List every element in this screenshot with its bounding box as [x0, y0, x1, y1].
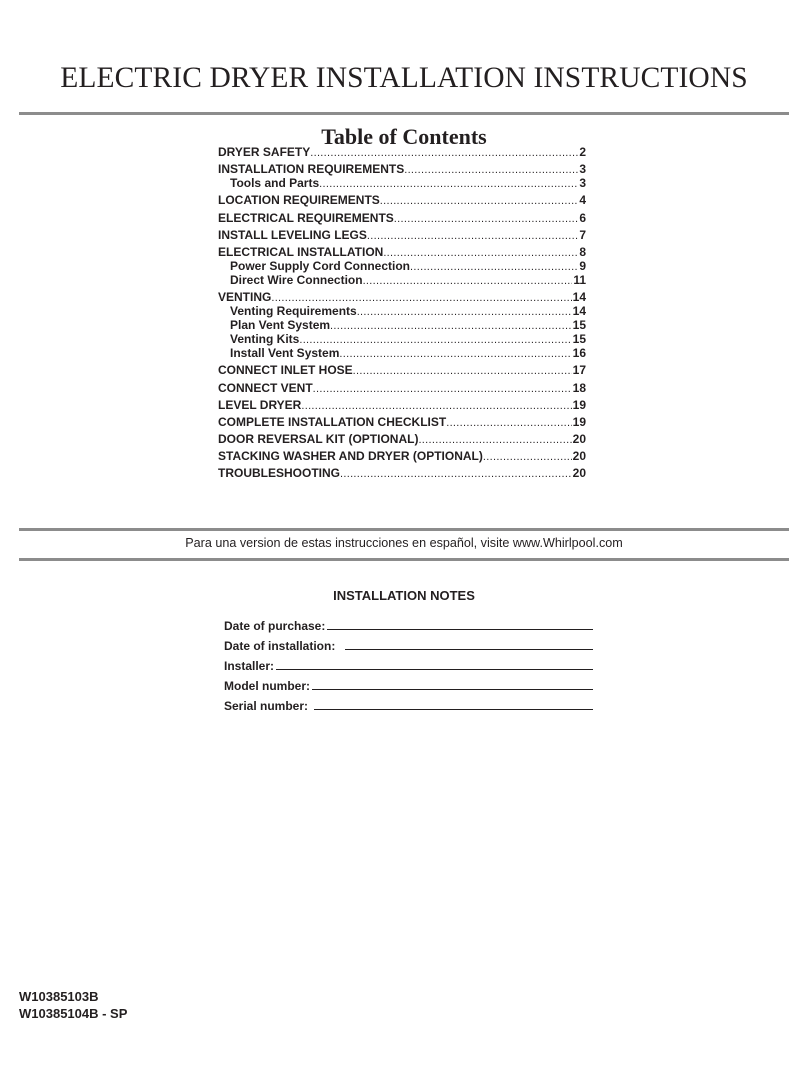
- table-of-contents: [218, 145, 586, 480]
- toc-entry-direct-wire-connection[interactable]: [218, 273, 586, 287]
- toc-entry-page: 8: [579, 244, 586, 259]
- toc-entry-power-supply-cord-connection[interactable]: [218, 259, 586, 273]
- fill-in-line[interactable]: [276, 669, 593, 670]
- toc-entry-label: Install Vent System: [230, 346, 340, 361]
- toc-entry-connect-inlet-hose[interactable]: [218, 363, 586, 377]
- middle-divider-bottom: [19, 558, 789, 561]
- toc-dot-leader: [363, 274, 573, 288]
- toc-entry-install-vent-system[interactable]: [218, 346, 586, 360]
- toc-dot-leader: [299, 333, 571, 347]
- toc-entry-level-dryer[interactable]: [218, 398, 586, 412]
- toc-dot-leader: [271, 291, 571, 305]
- field-label: Date of installation:: [224, 639, 336, 653]
- toc-entry-page: 20: [572, 466, 586, 481]
- toc-entry-label: CONNECT VENT: [218, 380, 313, 395]
- toc-entry-label: LEVEL DRYER: [218, 397, 302, 412]
- toc-entry-label: Power Supply Cord Connection: [230, 258, 411, 273]
- toc-entry-page: 3: [579, 162, 586, 177]
- toc-entry-page: 14: [572, 290, 586, 305]
- toc-dot-leader: [394, 212, 579, 226]
- toc-entry-label: Plan Vent System: [230, 318, 331, 333]
- installer-field[interactable]: [224, 653, 593, 673]
- toc-entry-tools-and-parts[interactable]: [218, 176, 586, 190]
- date-of-installation-field[interactable]: [224, 633, 593, 653]
- toc-entry-label: INSTALLATION REQUIREMENTS: [218, 162, 405, 177]
- field-label: Model number:: [224, 679, 310, 693]
- toc-entry-page: 6: [579, 210, 586, 225]
- toc-entry-install-leveling-legs[interactable]: [218, 228, 586, 242]
- toc-entry-location-requirements[interactable]: [218, 193, 586, 207]
- serial-number-field[interactable]: [224, 693, 593, 713]
- toc-dot-leader: [410, 260, 578, 274]
- toc-entry-page: 16: [572, 346, 586, 361]
- spanish-version-note: Para una version de estas instrucciones en español, visite www.Whirlpool.com: [185, 536, 623, 550]
- field-label: Installer:: [224, 659, 275, 673]
- toc-entry-label: Venting Kits: [230, 332, 300, 347]
- toc-entry-page: 3: [579, 176, 586, 191]
- toc-entry-page: 7: [579, 227, 586, 242]
- toc-entry-page: 11: [573, 272, 586, 287]
- toc-entry-page: 2: [579, 145, 586, 159]
- toc-entry-electrical-requirements[interactable]: [218, 211, 586, 225]
- part-number-spanish: W10385104B - SP: [19, 1006, 128, 1021]
- toc-entry-page: 20: [572, 449, 586, 464]
- toc-entry-label: VENTING: [218, 290, 272, 305]
- toc-dot-leader: [353, 364, 572, 378]
- toc-entry-page: 15: [572, 318, 586, 333]
- toc-dot-leader: [383, 246, 578, 260]
- toc-entry-label: TROUBLESHOOTING: [218, 466, 340, 481]
- toc-entry-label: Direct Wire Connection: [230, 272, 363, 287]
- toc-entry-installation-requirements[interactable]: [218, 162, 586, 176]
- toc-entry-label: INSTALL LEVELING LEGS: [218, 227, 367, 242]
- toc-entry-connect-vent[interactable]: [218, 381, 586, 395]
- toc-dot-leader: [310, 146, 578, 160]
- fill-in-line[interactable]: [314, 709, 593, 710]
- toc-entry-dryer-safety[interactable]: [218, 145, 586, 159]
- toc-dot-leader: [404, 163, 578, 177]
- toc-entry-label: ELECTRICAL REQUIREMENTS: [218, 210, 394, 225]
- toc-entry-page: 15: [572, 332, 586, 347]
- model-number-field[interactable]: [224, 673, 593, 693]
- toc-dot-leader: [483, 450, 572, 464]
- toc-entry-plan-vent-system[interactable]: [218, 318, 586, 332]
- toc-entry-venting[interactable]: [218, 290, 586, 304]
- field-label: Serial number:: [224, 699, 309, 713]
- installation-notes-form: [224, 613, 593, 713]
- toc-entry-label: DRYER SAFETY: [218, 145, 311, 159]
- fill-in-line[interactable]: [327, 629, 593, 630]
- toc-entry-troubleshooting[interactable]: [218, 466, 586, 480]
- date-of-purchase-field[interactable]: [224, 613, 593, 633]
- toc-entry-label: CONNECT INLET HOSE: [218, 363, 353, 378]
- toc-dot-leader: [301, 399, 571, 413]
- toc-entry-page: 18: [572, 380, 586, 395]
- toc-dot-leader: [339, 347, 571, 361]
- fill-in-line[interactable]: [345, 649, 593, 650]
- toc-entry-venting-requirements[interactable]: [218, 304, 586, 318]
- toc-heading: Table of Contents: [321, 124, 487, 149]
- top-divider: [19, 112, 789, 115]
- toc-entry-electrical-installation[interactable]: [218, 245, 586, 259]
- toc-entry-page: 19: [572, 397, 586, 412]
- toc-entry-venting-kits[interactable]: [218, 332, 586, 346]
- toc-dot-leader: [330, 319, 572, 333]
- toc-entry-page: 19: [572, 414, 586, 429]
- toc-entry-label: ELECTRICAL INSTALLATION: [218, 244, 384, 259]
- field-label: Date of purchase:: [224, 619, 326, 633]
- part-number-english: W10385103B: [19, 989, 99, 1004]
- toc-dot-leader: [446, 416, 571, 430]
- toc-dot-leader: [319, 177, 578, 191]
- toc-entry-label: Venting Requirements: [230, 304, 357, 319]
- toc-entry-label: STACKING WASHER AND DRYER (OPTIONAL): [218, 449, 483, 464]
- toc-entry-stacking-washer-and-dryer[interactable]: [218, 449, 586, 463]
- part-numbers: [19, 988, 127, 1022]
- toc-entry-label: Tools and Parts: [230, 176, 320, 191]
- toc-entry-label: COMPLETE INSTALLATION CHECKLIST: [218, 414, 447, 429]
- toc-dot-leader: [418, 433, 571, 447]
- toc-dot-leader: [357, 305, 572, 319]
- toc-entry-page: 4: [579, 193, 586, 208]
- middle-divider-top: [19, 528, 789, 531]
- toc-dot-leader: [367, 229, 578, 243]
- toc-entry-label: DOOR REVERSAL KIT (OPTIONAL): [218, 432, 419, 447]
- toc-entry-page: 9: [579, 258, 586, 273]
- fill-in-line[interactable]: [312, 689, 593, 690]
- installation-notes-heading: INSTALLATION NOTES: [333, 588, 475, 603]
- toc-entry-label: LOCATION REQUIREMENTS: [218, 193, 380, 208]
- document-title: ELECTRIC DRYER INSTALLATION INSTRUCTIONS: [60, 62, 748, 94]
- toc-entry-page: 14: [572, 304, 586, 319]
- toc-dot-leader: [340, 467, 572, 481]
- toc-entry-page: 17: [572, 363, 586, 378]
- toc-entry-complete-installation-checklist[interactable]: [218, 415, 586, 429]
- toc-entry-page: 20: [572, 432, 586, 447]
- toc-dot-leader: [313, 382, 572, 396]
- toc-dot-leader: [380, 194, 579, 208]
- toc-entry-door-reversal-kit[interactable]: [218, 432, 586, 446]
